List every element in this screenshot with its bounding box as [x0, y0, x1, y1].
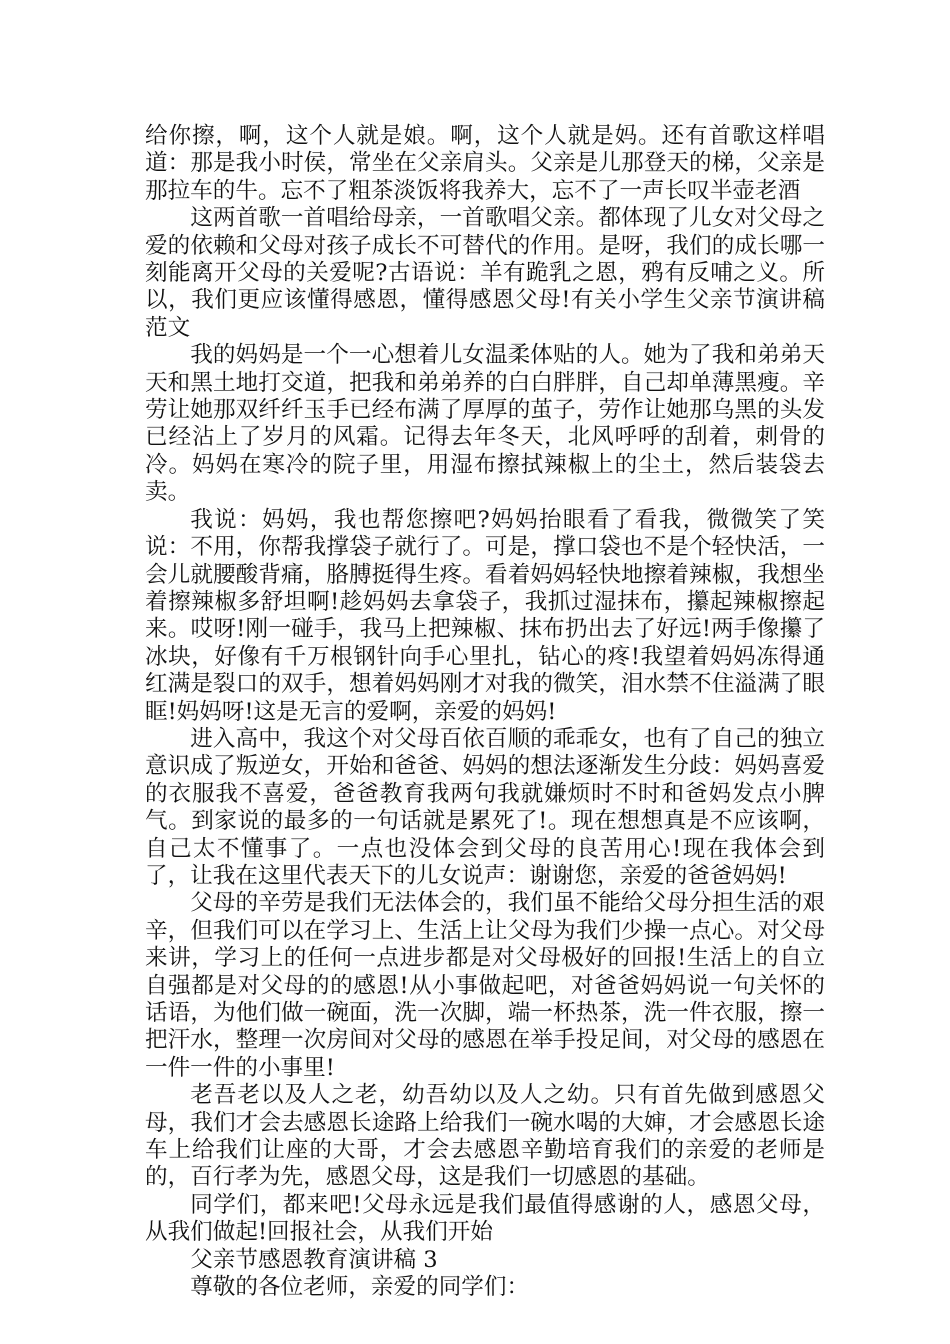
paragraph: 父母的辛劳是我们无法体会的，我们虽不能给父母分担生活的艰辛，但我们可以在学习上、生活上让父母为我们少操一点心。对父母来讲，学习上的任何一点进步都是对父母极好的回报!生活上的自立自强都是对父母的的感恩!从小事做起吧，对爸爸妈妈说一句关怀的话语，为他们做一碗面，洗一次脚，端一杯热茶，洗一件衣服，擦一把汗水，整理一次房间对父母的感恩在举手投足间，对父母的感恩在一件一件的小事里!: [145, 890, 825, 1081]
paragraph: 我说：妈妈，我也帮您擦吧?妈妈抬眼看了看我，微微笑了笑说：不用，你帮我撑袋子就行了。可是，撑口袋也不是个轻快活，一会儿就腰酸背痛，胳膊挺得生疼。看着妈妈轻快地擦着辣椒，我想坐着擦辣椒多舒坦啊!趁妈妈去拿袋子，我抓过湿抹布，攥起辣椒擦起来。哎呀!刚一碰手，我马上把辣椒、抹布扔出去了好远!两手像攥了冰块，好像有千万根钢针向手心里扎，钻心的疼!我望着妈妈冻得通红满是裂口的双手，想着妈妈刚才对我的微笑，泪水禁不住溢满了眼眶!妈妈呀!这是无言的爱啊，亲爱的妈妈!: [145, 506, 825, 725]
salutation: 尊敬的各位老师，亲爱的同学们：: [190, 1274, 530, 1301]
paragraph: 给你擦，啊，这个人就是娘。啊，这个人就是妈。还有首歌这样唱道：那是我小时侯，常坐在父亲肩头。父亲是儿那登天的梯，父亲是那拉车的牛。忘不了粗茶淡饭将我养大，忘不了一声长叹半壶老酒: [145, 123, 825, 204]
document-body: [145, 123, 825, 1301]
paragraph: 这两首歌一首唱给母亲，一首歌唱父亲。都体现了儿女对父母之爱的依赖和父母对孩子成长不可替代的作用。是呀，我们的成长哪一刻能离开父母的关爱呢?古语说：羊有跪乳之恩，鸦有反哺之义。所以，我们更应该懂得感恩，懂得感恩父母!有关小学生父亲节演讲稿范文: [145, 205, 825, 341]
paragraph: 老吾老以及人之老，幼吾幼以及人之幼。只有首先做到感恩父母，我们才会去感恩长途路上给我们一碗水喝的大婶，才会感恩长途车上给我们让座的大哥，才会去感恩辛勤培育我们的亲爱的老师是的，百行孝为先，感恩父母，这是我们一切感恩的基础。: [145, 1082, 825, 1191]
paragraph: 我的妈妈是一个一心想着儿女温柔体贴的人。她为了我和弟弟天天和黑土地打交道，把我和弟弟养的白白胖胖，自己却单薄黑瘦。辛劳让她那双纤纤玉手已经布满了厚厚的茧子，劳作让她那乌黑的头发已经沾上了岁月的风霜。记得去年冬天，北风呼呼的刮着，刺骨的冷。妈妈在寒冷的院子里，用湿布擦拭辣椒上的尘土，然后装袋去卖。: [145, 342, 825, 506]
paragraph: 进入高中，我这个对父母百依百顺的乖乖女，也有了自己的独立意识成了叛逆女，开始和爸爸、妈妈的想法逐渐发生分歧：妈妈喜爱的衣服我不喜爱，爸爸教育我两句我就嫌烦时不时和爸妈发点小脾气。到家说的最多的一句话就是累死了!。现在想想真是不应该啊，自己太不懂事了。一点也没体会到父母的良苦用心!现在我体会到了，让我在这里代表天下的儿女说声：谢谢您，亲爱的爸爸妈妈!: [145, 725, 825, 889]
paragraph: 同学们，都来吧!父母永远是我们最值得感谢的人，感恩父母，从我们做起!回报社会，从我们开始: [145, 1191, 825, 1246]
section-heading: 父亲节感恩教育演讲稿 3: [190, 1246, 438, 1273]
